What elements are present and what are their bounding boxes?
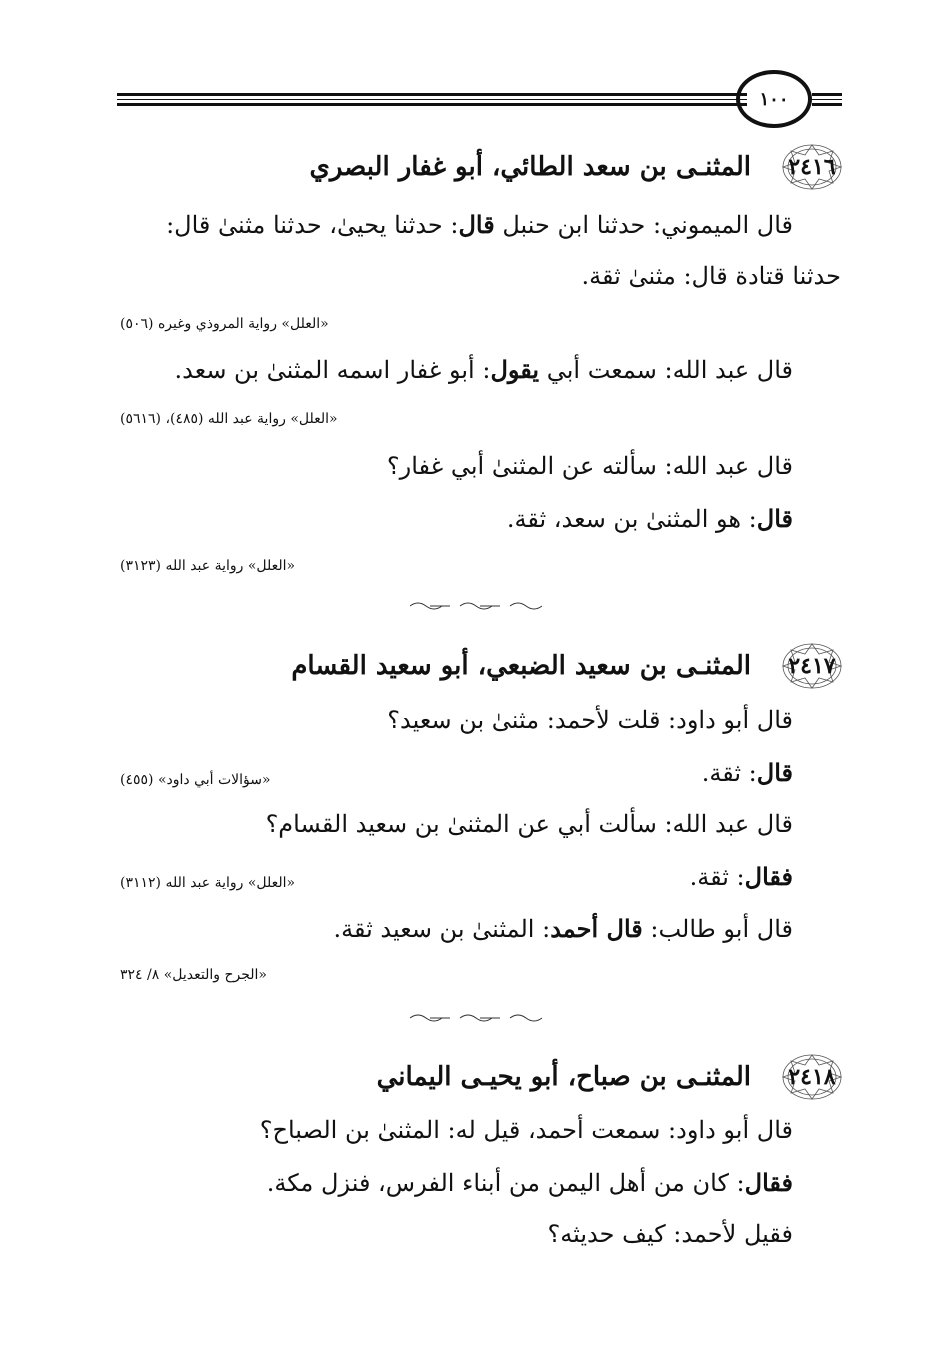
entry-number-badge	[781, 143, 843, 191]
text-line	[166, 210, 793, 239]
text-segment: : كان من أهل اليمن من أبناء الفرس، فنزل مكة.	[266, 1169, 745, 1197]
text-segment: : المثنىٰ بن سعيد ثقة.	[333, 915, 551, 943]
header-rule	[812, 103, 842, 106]
text-line	[690, 862, 793, 891]
text-line	[702, 758, 793, 787]
source-citation: «الجرح والتعديل» ٨/ ٣٢٤	[120, 967, 267, 983]
text-line	[267, 1168, 793, 1197]
ornament-divider	[405, 1013, 555, 1023]
bold-keyword: قال أحمد	[550, 914, 643, 943]
text-line	[175, 355, 793, 384]
entry-heading	[377, 1053, 843, 1101]
page-number	[736, 70, 812, 128]
ornament-divider	[405, 601, 555, 611]
text-line	[507, 504, 793, 533]
header-rule	[117, 93, 747, 96]
bold-keyword: قال	[756, 504, 793, 533]
text-segment: : ثقة.	[689, 863, 745, 891]
entry-number-badge	[781, 642, 843, 690]
text-segment: : حدثنا يحيىٰ، حدثنا مثنىٰ قال:	[166, 211, 459, 239]
entry-heading	[291, 642, 843, 690]
header-rule	[812, 93, 842, 96]
text-line: قال عبد الله: سألته عن المثنىٰ أبي غفار؟	[386, 452, 793, 480]
text-line: فقيل لأحمد: كيف حديثه؟	[547, 1220, 793, 1248]
bold-keyword: قال	[458, 210, 495, 239]
entry-heading	[309, 143, 843, 191]
entry-number: ٢٤١٧	[788, 653, 836, 679]
bold-keyword: قال	[756, 758, 793, 787]
bold-keyword: فقال	[744, 862, 793, 891]
bold-keyword: فقال	[744, 1168, 793, 1197]
text-line: قال أبو داود: قلت لأحمد: مثنىٰ بن سعيد؟	[387, 706, 793, 734]
text-segment: : أبو غفار اسمه المثنىٰ بن سعد.	[174, 356, 491, 384]
text-segment: قال عبد الله: سمعت أبي	[539, 356, 793, 384]
text-line: حدثنا قتادة قال: مثنىٰ ثقة.	[581, 262, 841, 290]
page-number-text: ١٠٠	[759, 88, 789, 110]
bold-keyword: يقول	[490, 355, 540, 384]
entry-title: المثنـى بن سعد الطائي، أبو غفار البصري	[309, 152, 751, 182]
text-line	[333, 914, 793, 943]
entry-number-badge	[781, 1053, 843, 1101]
source-citation: «العلل» رواية المروذي وغيره (٥٠٦)	[120, 316, 329, 332]
text-segment: : هو المثنىٰ بن سعد، ثقة.	[506, 505, 757, 533]
entry-number: ٢٤١٨	[788, 1064, 836, 1090]
source-citation: «العلل» رواية عبد الله (٣١١٢)	[120, 875, 296, 891]
entry-number: ٢٤١٦	[788, 154, 836, 180]
text-segment: : حدثنا ابن حنبل	[494, 211, 662, 239]
text-segment: : ثقة.	[701, 759, 757, 787]
text-segment: قال الميموني	[661, 211, 793, 239]
text-segment: قال أبو طالب:	[642, 915, 793, 943]
entry-title: المثنـى بن صباح، أبو يحيـى اليماني	[376, 1062, 751, 1092]
entry-title: المثنـى بن سعيد الضبعي، أبو سعيد القسام	[291, 651, 751, 681]
header-rule	[117, 103, 747, 106]
text-line: قال عبد الله: سألت أبي عن المثنىٰ بن سعيد القسام؟	[265, 810, 793, 838]
header-rule	[812, 99, 842, 100]
header-rule	[117, 99, 747, 100]
source-citation: «العلل» رواية عبد الله (٤٨٥)، (٥٦١٦)	[120, 411, 338, 427]
source-citation: «العلل» رواية عبد الله (٣١٢٣)	[120, 558, 296, 574]
source-citation: «سؤالات أبي داود» (٤٥٥)	[120, 772, 271, 788]
text-line: قال أبو داود: سمعت أحمد، قيل له: المثنىٰ بن الصباح؟	[259, 1116, 793, 1144]
